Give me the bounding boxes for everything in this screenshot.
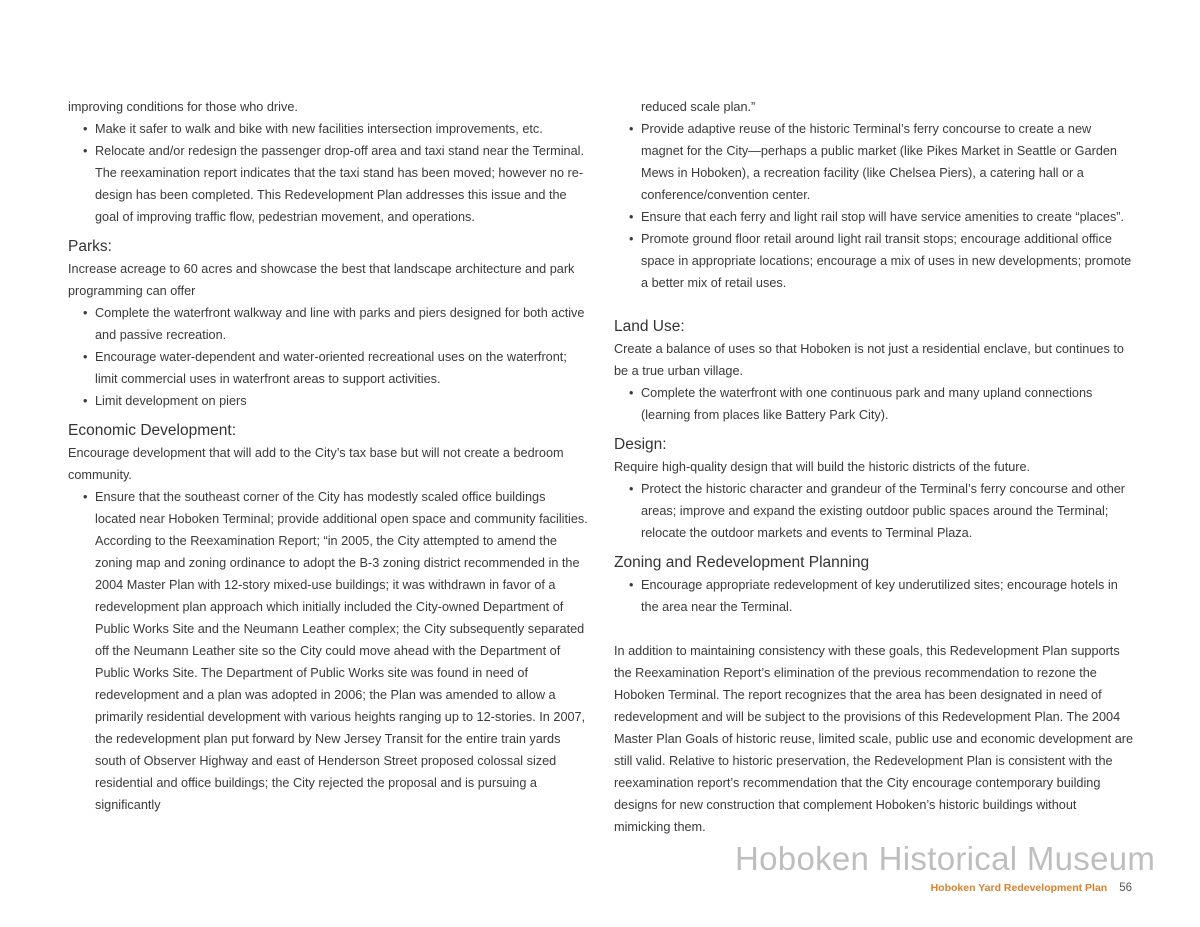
list-item: • Encourage appropriate redevelopment of key underutilized sites; encourage hotels in the area near the Terminal. [614, 574, 1136, 618]
page-number: 56 [1119, 882, 1132, 894]
land-use-heading: Land Use: [614, 318, 685, 335]
design-bullets [614, 478, 1136, 544]
parks-heading: Parks: [68, 238, 112, 255]
list-item: • Complete the waterfront walkway and line with parks and piers designed for both active and passive recreation. [68, 302, 588, 346]
list-item: • Protect the historic character and grandeur of the Terminal’s ferry concourse and other areas; improve and expand the existing outdoor public spaces around the Terminal; relocate the outdoor markets and events to Terminal Plaza. [614, 478, 1136, 544]
page-footer [931, 882, 1132, 894]
left-column [68, 96, 588, 816]
footer-title: Hoboken Yard Redevelopment Plan [930, 882, 1108, 894]
intro-bullets [68, 118, 588, 228]
zoning-heading: Zoning and Redevelopment Planning [614, 554, 870, 571]
land-use-text: Create a balance of uses so that Hoboken is not just a residential enclave, but continues to be a true urban village. [614, 342, 1124, 378]
right-column [614, 96, 1136, 838]
zoning-bullets [614, 574, 1136, 618]
economic-bullets [68, 486, 588, 816]
list-item: • Relocate and/or redesign the passenger drop-off area and taxi stand near the Terminal. The reexamination report indicates that the taxi stand has been moved; however no re-design has been completed. This Redevelopment Plan addresses this issue and the goal of improving traffic flow, pedestrian movement, and operations. [68, 140, 588, 228]
parks-bullets [68, 302, 588, 412]
list-item: • Promote ground floor retail around light rail transit stops; encourage additional office space in appropriate locations; encourage a mix of uses in new developments; promote a better mix of retail uses. [614, 228, 1136, 294]
list-item: • Complete the waterfront with one continuous park and many upland connections (learning from places like Battery Park City). [614, 382, 1136, 426]
intro-text: improving conditions for those who drive. [68, 100, 298, 114]
design-heading: Design: [614, 436, 667, 453]
list-item: • Provide adaptive reuse of the historic Terminal’s ferry concourse to create a new magnet for the City—perhaps a public market (like Pikes Market in Seattle or Garden Mews in Hoboken), a recreation facility (like Chelsea Piers), a catering hall or a conference/convention center. [614, 118, 1136, 206]
list-item: • Limit development on piers [68, 390, 588, 412]
list-item: • Make it safer to walk and bike with new facilities intersection improvements, etc. [68, 118, 588, 140]
economic-text: Encourage development that will add to the City’s tax base but will not create a bedroom community. [68, 446, 564, 482]
closing-paragraph: In addition to maintaining consistency with these goals, this Redevelopment Plan supports the Reexamination Report’s elimination of the previous recommendation to rezone the Hoboken Terminal. The report recognizes that the area has been designated in need of redevelopment and will be subject to the provisions of this Redevelopment Plan. The 2004 Master Plan Goals of historic reuse, limited scale, public use and economic development are still valid. Relative to historic preservation, the Redevelopment Plan is consistent with the reexamination report’s recommendation that the City encourage contemporary building designs for new construction that complement Hoboken’s historic buildings without mimicking them. [614, 644, 1134, 834]
watermark: Hoboken Historical Museum [735, 840, 1156, 877]
design-text: Require high-quality design that will build the historic districts of the future. [614, 460, 1031, 474]
list-item: • Encourage water-dependent and water-oriented recreational uses on the waterfront; limit commercial uses in waterfront areas to support activities. [68, 346, 588, 390]
list-item: • Ensure that the southeast corner of the City has modestly scaled office buildings located near Hoboken Terminal; provide additional open space and community facilities. According to the Reexamination Report; “in 2005, the City attempted to amend the zoning map and zoning ordinance to adopt the B-3 zoning district recommended in the 2004 Master Plan with 12-story mixed-use buildings; it was withdrawn in favor of a redevelopment plan approach which initially included the City-owned Department of Public Works Site and the Neumann Leather complex; the City subsequently separated off the Neumann Leather site so the City could move ahead with the Department of Public Works Site. The Department of Public Works site was found in need of redevelopment and a plan was adopted in 2006; the Plan was amended to allow a primarily residential development with various heights ranging up to 12-stories. In 2007, the redevelopment plan put forward by New Jersey Transit for the entire train yards south of Observer Highway and east of Henderson Street proposed colossal sized residential and office buildings; the City rejected the proposal and is pursuing a significantly [68, 486, 588, 816]
list-item: • Ensure that each ferry and light rail stop will have service amenities to create “places”. [614, 206, 1136, 228]
parks-text: Increase acreage to 60 acres and showcase the best that landscape architecture and park programming can offer [68, 262, 575, 298]
top-bullets [614, 118, 1136, 294]
land-use-bullets [614, 382, 1136, 426]
economic-heading: Economic Development: [68, 422, 236, 439]
continued-text: reduced scale plan.” [641, 100, 756, 114]
